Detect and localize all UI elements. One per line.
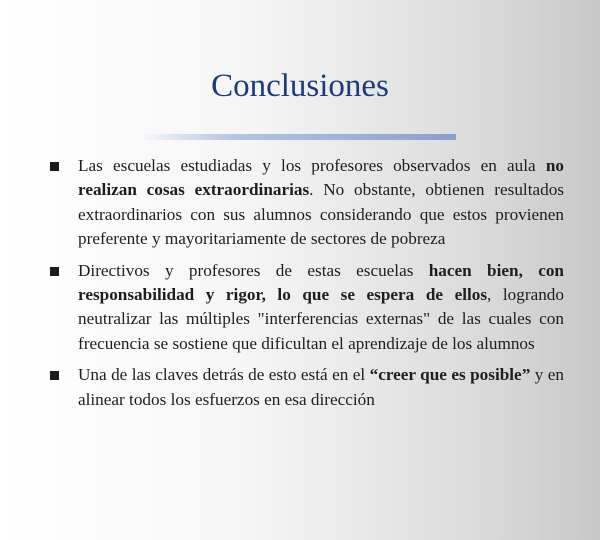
bullet-item-3: [50, 363, 564, 412]
bullet-3-text-b: y en alinear todos los esfuerzos en esa dirección: [78, 365, 564, 409]
bullet-3-text-a: Una de las claves detrás de esto está en el: [78, 365, 370, 385]
bullet-2-text-b: , logrando neutralizar las múltiples "interferencias externas" de las cuales con frecuencia se sostiene que dificultan el aprendizaje de los alumnos: [78, 285, 564, 353]
bullet-list: [50, 154, 564, 419]
bullet-item-1: [50, 154, 564, 252]
bullet-2-text-a: Directivos y profesores de estas escuelas: [78, 260, 429, 280]
slide-title: Conclusiones: [211, 68, 389, 104]
square-bullet-icon: [50, 371, 59, 380]
bullet-item-2: [50, 259, 564, 357]
bullet-2-text-bold: hacen bien, con responsabilidad y rigor, lo que se espera de ellos: [78, 260, 564, 305]
bullet-1-text-bold: no realizan cosas extraordinarias: [78, 156, 564, 200]
bullet-3-text-bold: “creer que es posible”: [369, 365, 531, 385]
bullet-1-text-b: . No obstante, obtienen resultados extraordinarios con sus alumnos considerando que estos provienen preferente y mayoritariamente de sectores de pobreza: [78, 180, 564, 249]
square-bullet-icon: [50, 162, 59, 171]
square-bullet-icon: [50, 267, 59, 276]
title-underline-bar: [140, 134, 456, 140]
bullet-1-text-a: Las escuelas estudiadas y los profesores observados en aula: [78, 156, 546, 175]
